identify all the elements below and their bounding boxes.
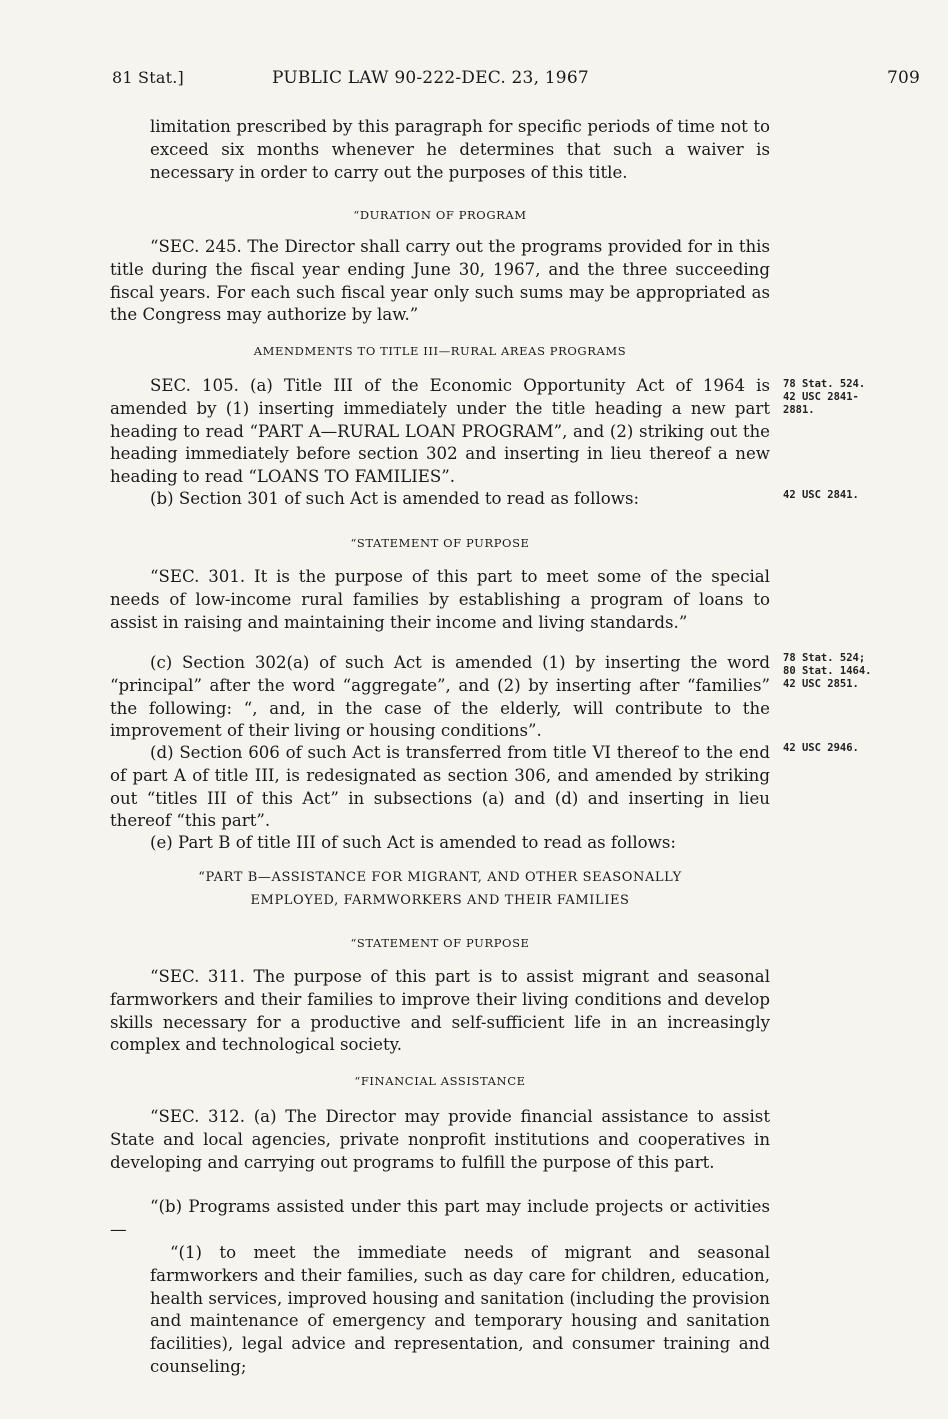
- header-stat-ref: 81 Stat.]: [112, 68, 184, 87]
- paragraph-sec-105-e: (e) Part B of title III of such Act is amended to read as follows:: [150, 833, 676, 852]
- paragraph-sec-105-b: (b) Section 301 of such Act is amended to read as follows:: [150, 489, 640, 508]
- paragraph-sec-312-b-1: “(1) to meet the immediate needs of migrant and seasonal farmworkers and their families, such as day care for children, education, health services, improved housing and sanitation (including the provision and maintenance of emergency and temporary housing and sanitation facilities), legal advice and representation, and consumer training and counseling;: [150, 1243, 770, 1376]
- heading-statement-purpose-311: “STATEMENT OF PURPOSE: [350, 936, 530, 950]
- margin-note-42-usc-2841: 42 USC 2841.: [783, 489, 859, 501]
- margin-note-42-usc-2946: 42 USC 2946.: [783, 742, 859, 754]
- paragraph-sec-311: “SEC. 311. The purpose of this part is to assist migrant and seasonal farmworkers and their families to improve their living conditions and develop skills necessary for a productive and self-sufficient life in an increasingly complex and technological society.: [110, 967, 770, 1055]
- paragraph-sec-105-c: (c) Section 302(a) of such Act is amended (1) by inserting the word “principal” after the word “aggregate”, and (2) by inserting after “families” the following: “, and, in the case of the elderly, will contribute to the improvement of their living or housing conditions”.: [110, 653, 770, 741]
- paragraph-sec-301: “SEC. 301. It is the purpose of this part to meet some of the special needs of low-income rural families by establishing a program of loans to assist in raising and maintaining their income and living standards.”: [110, 567, 770, 632]
- paragraph-sec-312-b: “(b) Programs assisted under this part may include projects or activities—: [110, 1197, 770, 1239]
- heading-statement-purpose-301: “STATEMENT OF PURPOSE: [350, 536, 530, 550]
- heading-amendments-title-iii: AMENDMENTS TO TITLE III—RURAL AREAS PROGRAMS: [253, 344, 627, 358]
- paragraph-sec-312-a: “SEC. 312. (a) The Director may provide financial assistance to assist State and local agencies, private nonprofit institutions and cooperatives in developing and carrying out programs to fulfill the purpose of this part.: [110, 1107, 770, 1172]
- header-title: PUBLIC LAW 90-222-DEC. 23, 1967: [272, 68, 589, 88]
- paragraph-sec-245: “SEC. 245. The Director shall carry out the programs provided for in this title during the fiscal year ending June 30, 1967, and the three succeeding fiscal years. For each such fiscal year only such sums may be appropriated as the Congress may authorize by law.”: [110, 237, 770, 325]
- heading-duration: “DURATION OF PROGRAM: [353, 208, 527, 222]
- paragraph-sec-105-d: (d) Section 606 of such Act is transferred from title VI thereof to the end of part A of title III, is redesignated as section 306, and amended by striking out “titles III of this Act” in subsections (a) and (d) and inserting in lieu thereof “this part”.: [110, 743, 770, 831]
- margin-note-78-stat-524: 78 Stat. 524. 42 USC 2841- 2881.: [783, 378, 866, 416]
- heading-financial-assistance: “FINANCIAL ASSISTANCE: [354, 1074, 526, 1088]
- page-number: 709: [886, 68, 920, 88]
- heading-part-b: “PART B—ASSISTANCE FOR MIGRANT, AND OTHER SEASONALLY EMPLOYED, FARMWORKERS AND THEIR FAMILIES: [198, 870, 682, 908]
- paragraph-limitation: limitation prescribed by this paragraph for specific periods of time not to exceed six months whenever he determines that such a waiver is necessary in order to carry out the purposes of this title.: [150, 117, 770, 182]
- margin-note-80-stat-1464: 78 Stat. 524; 80 Stat. 1464. 42 USC 2851.: [783, 652, 872, 690]
- paragraph-sec-105-a: SEC. 105. (a) Title III of the Economic Opportunity Act of 1964 is amended by (1) inserting immediately under the title heading a new part heading to read “PART A—RURAL LOAN PROGRAM”, and (2) striking out the heading immediately before section 302 and inserting in lieu thereof a new heading to read “LOANS TO FAMILIES”.: [110, 376, 770, 487]
